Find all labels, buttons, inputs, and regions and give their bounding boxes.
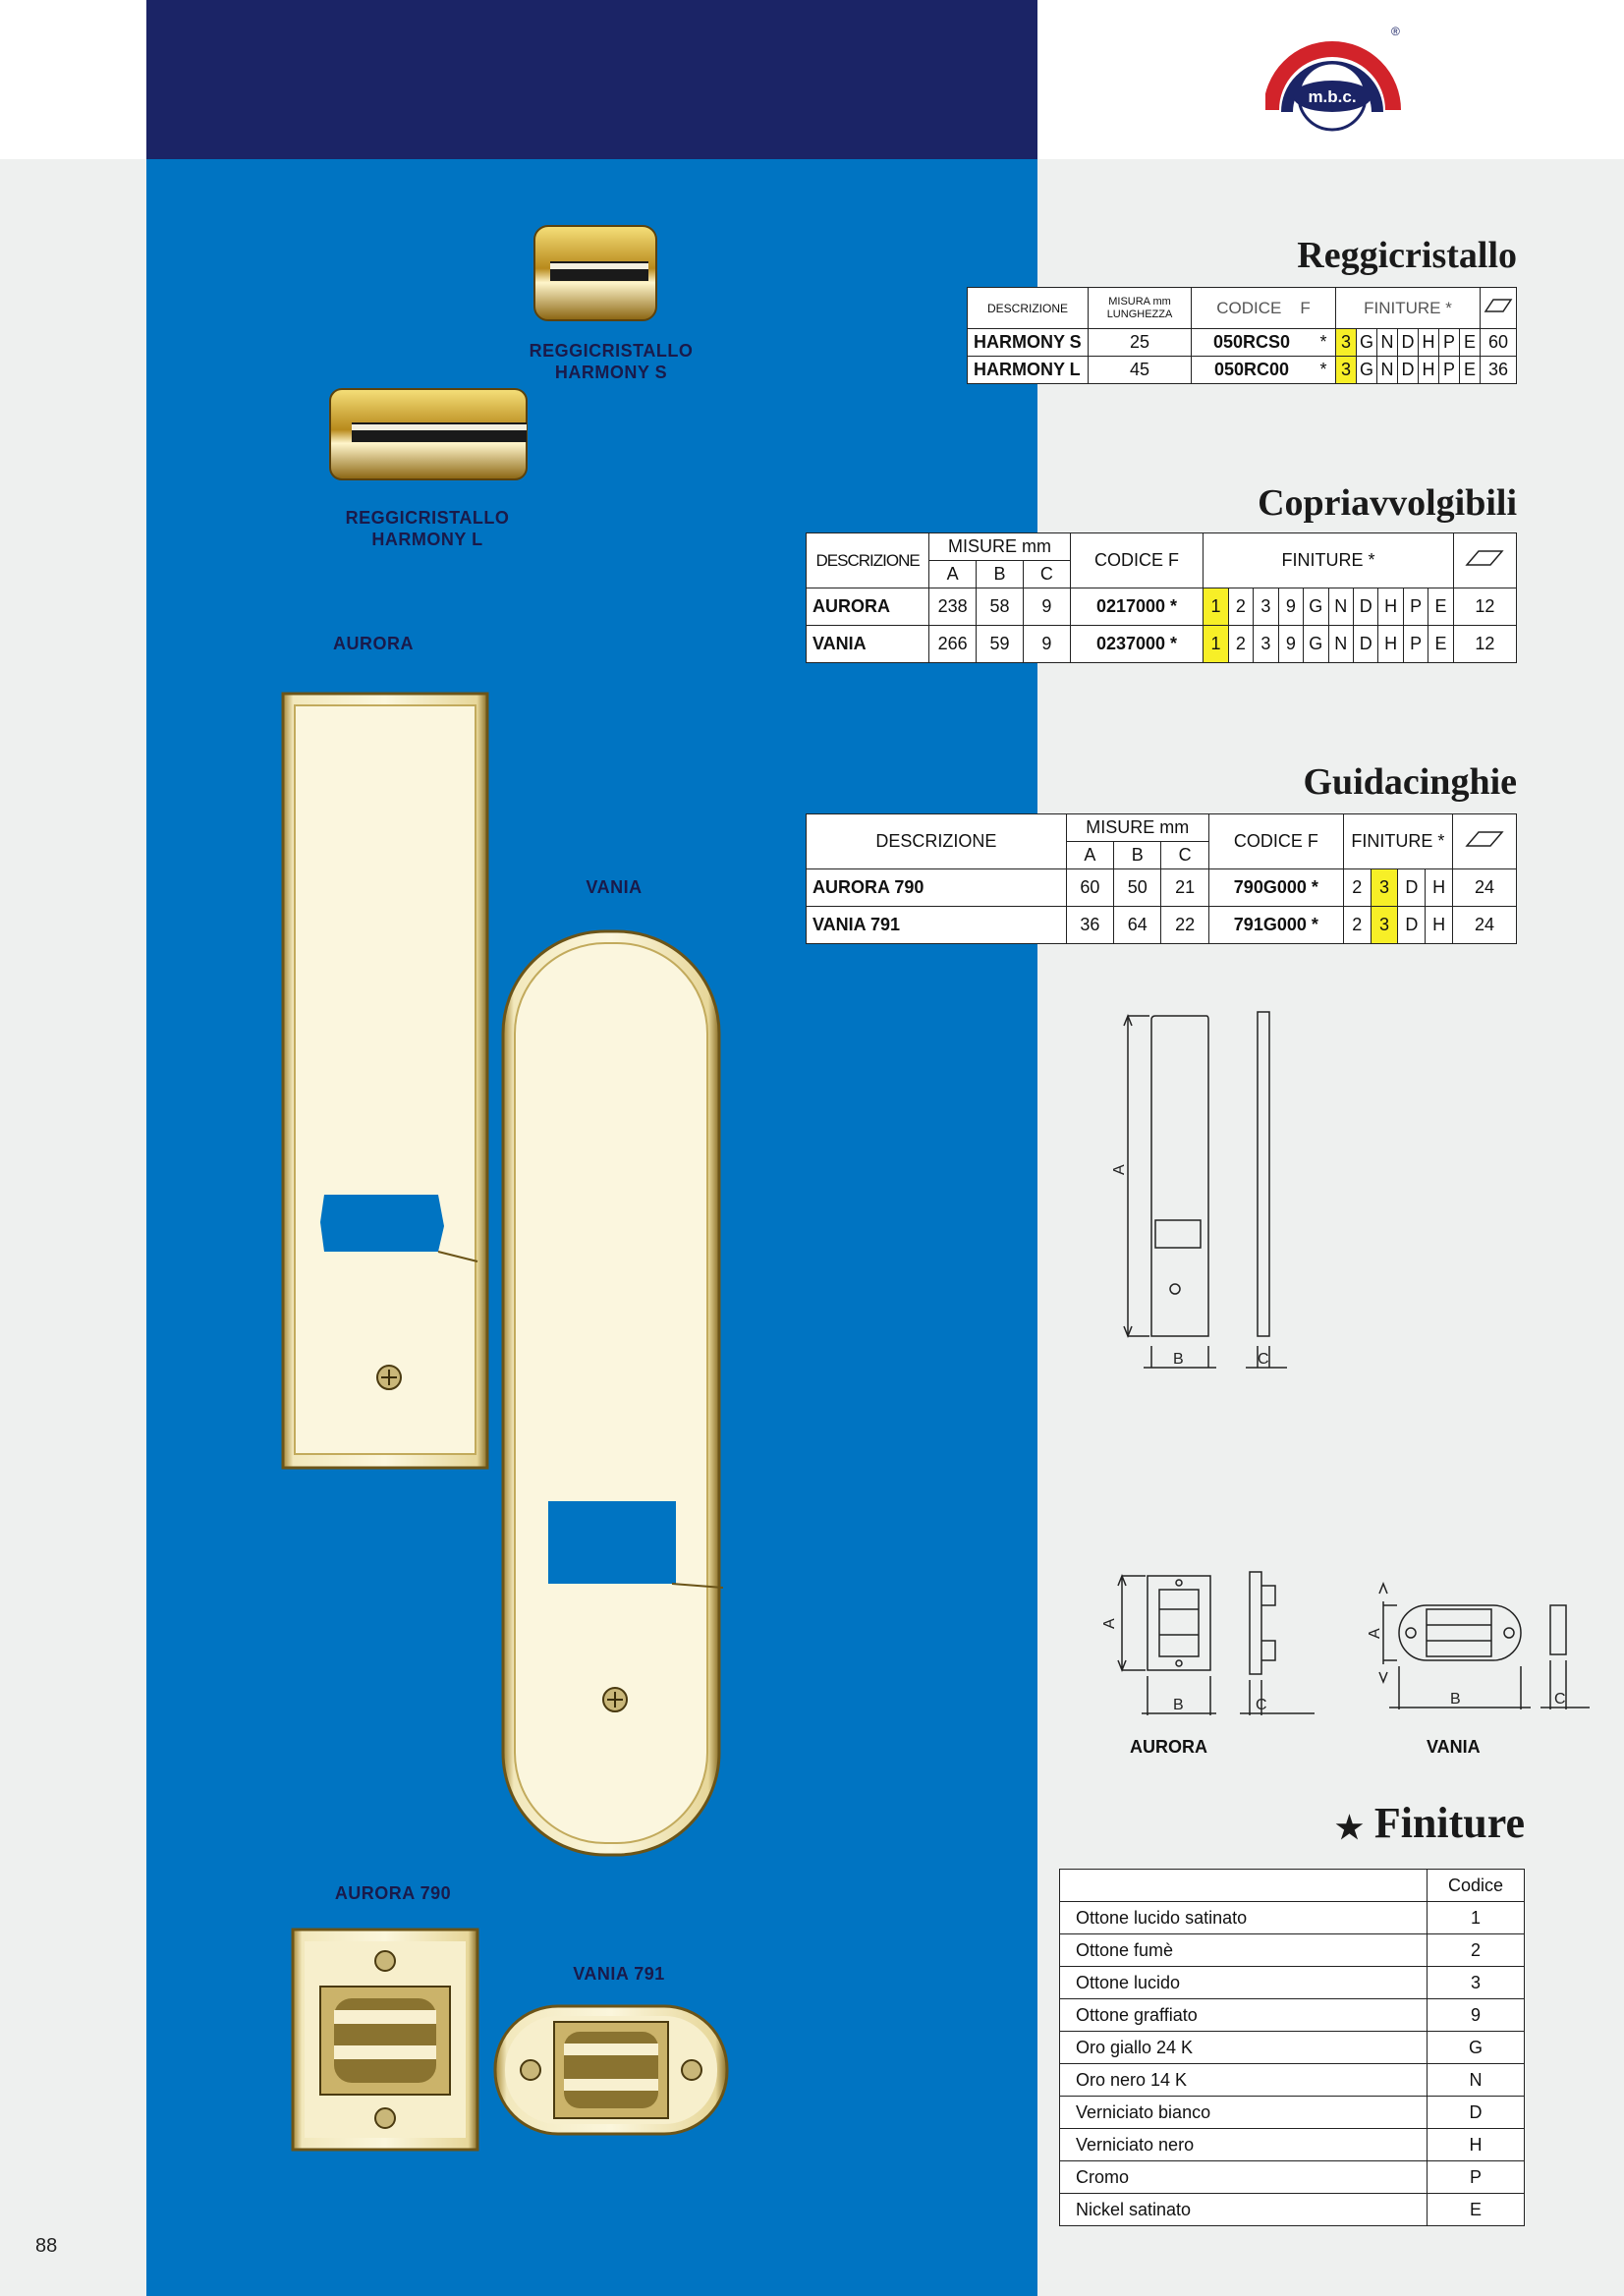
svg-text:C: C	[1256, 1697, 1267, 1713]
table-row: Oro giallo 24 K G	[1060, 2032, 1525, 2064]
table-row: Ottone fumè 2	[1060, 1934, 1525, 1967]
guidacinghie-table: DESCRIZIONE MISURE mm CODICE F FINITURE * A B C AURORA 790 60 50 21 790G000 * 2 3 D H 24 VANIA 791 36 64 22 791G000 * 2 3 D H 24	[806, 813, 1517, 944]
aurora-790-label: AURORA 790	[334, 1883, 452, 1903]
table-row: Verniciato nero H	[1060, 2129, 1525, 2161]
vania-photo	[499, 927, 723, 1859]
table-row: HARMONY L 45 050RC00 * 3 G N D H P E 36	[968, 357, 1517, 384]
svg-text:B: B	[1173, 1697, 1184, 1713]
vania-791-photo	[493, 2004, 729, 2136]
finiture-title: ★ Finiture	[1335, 1799, 1525, 1847]
reggicristallo-table	[967, 287, 1517, 384]
page-number: 88	[35, 2235, 58, 2257]
pack-icon	[1481, 288, 1517, 329]
table-row: AURORA 790 60 50 21 790G000 * 2 3 D H 24	[807, 869, 1517, 907]
table-row: Ottone lucido satinato 1	[1060, 1902, 1525, 1934]
header-navy-band	[146, 0, 1037, 159]
aurora-photo	[281, 692, 489, 1470]
reggicristallo-title: Reggicristallo	[1297, 235, 1517, 276]
table-row: VANIA 266 59 9 0237000 * 1 2 3 9 G N D H P E 12	[807, 626, 1517, 663]
table-row: HARMONY S 25 050RCS0 * 3 G N D H P E 60	[968, 329, 1517, 357]
pack-icon	[1453, 533, 1516, 588]
aurora-drawing-label: AURORA	[1130, 1737, 1207, 1757]
table-row: Nickel satinato E	[1060, 2194, 1525, 2226]
vania-791-label: VANIA 791	[573, 1964, 665, 1984]
aurora-label: AURORA	[333, 634, 414, 653]
svg-text:A: A	[1101, 1618, 1118, 1629]
mbc-logo	[1265, 22, 1403, 141]
col-descrizione: DESCRIZIONE	[968, 288, 1089, 329]
harmony-l-label: REGGICRISTALLO HARMONY L	[345, 508, 510, 549]
codice-header: Codice	[1428, 1870, 1525, 1902]
svg-text:C: C	[1258, 1351, 1269, 1368]
table-row: Oro nero 14 K N	[1060, 2064, 1525, 2097]
star-icon: ★	[1335, 1809, 1364, 1845]
guidacinghie-title: Guidacinghie	[1303, 761, 1517, 803]
left-margin	[0, 159, 146, 2296]
svg-text:C: C	[1554, 1691, 1566, 1708]
copriavvolgibili-table: DESCRIZIONE MISURE mm CODICE F FINITURE * A B C AURORA 238 58 9 0217000 * 1 2 3 9 G N D H P E 12 VANIA 266 59 9 0237000 * 1 2 3 9 G N D H P E 12	[806, 532, 1517, 663]
aurora-guide-drawing	[1092, 1566, 1318, 1733]
table-row: Verniciato bianco D	[1060, 2097, 1525, 2129]
harmony-s-label: REGGICRISTALLO HARMONY S	[529, 341, 694, 382]
copriavvolgibili-title: Copriavvolgibili	[1258, 482, 1517, 524]
svg-text:A: A	[1111, 1164, 1128, 1175]
copriavvolgibili-drawing	[1100, 1002, 1316, 1375]
table-row: Ottone lucido 3	[1060, 1967, 1525, 1999]
col-finiture: FINITURE *	[1336, 288, 1481, 329]
col-codice: CODICE F	[1192, 288, 1336, 329]
vania-label: VANIA	[586, 877, 643, 897]
vania-guide-drawing	[1366, 1572, 1592, 1729]
table-row: VANIA 791 36 64 22 791G000 * 2 3 D H 24	[807, 907, 1517, 944]
svg-text:A: A	[1367, 1628, 1383, 1639]
table-row: Cromo P	[1060, 2161, 1525, 2194]
svg-text:®: ®	[1391, 25, 1400, 38]
harmony-s-photo	[531, 220, 660, 328]
finiture-table	[1059, 1869, 1525, 2226]
aurora-790-photo	[291, 1928, 479, 2152]
svg-text:m.b.c.: m.b.c.	[1308, 87, 1357, 106]
col-misura: MISURA mm LUNGHEZZA	[1089, 288, 1192, 329]
harmony-l-photo	[326, 385, 531, 485]
table-row: Ottone graffiato 9	[1060, 1999, 1525, 2032]
table-row: AURORA 238 58 9 0217000 * 1 2 3 9 G N D H P E 12	[807, 588, 1517, 626]
pack-icon	[1453, 814, 1517, 869]
svg-text:B: B	[1450, 1691, 1461, 1708]
svg-text:B: B	[1173, 1351, 1184, 1368]
vania-drawing-label: VANIA	[1427, 1737, 1481, 1757]
